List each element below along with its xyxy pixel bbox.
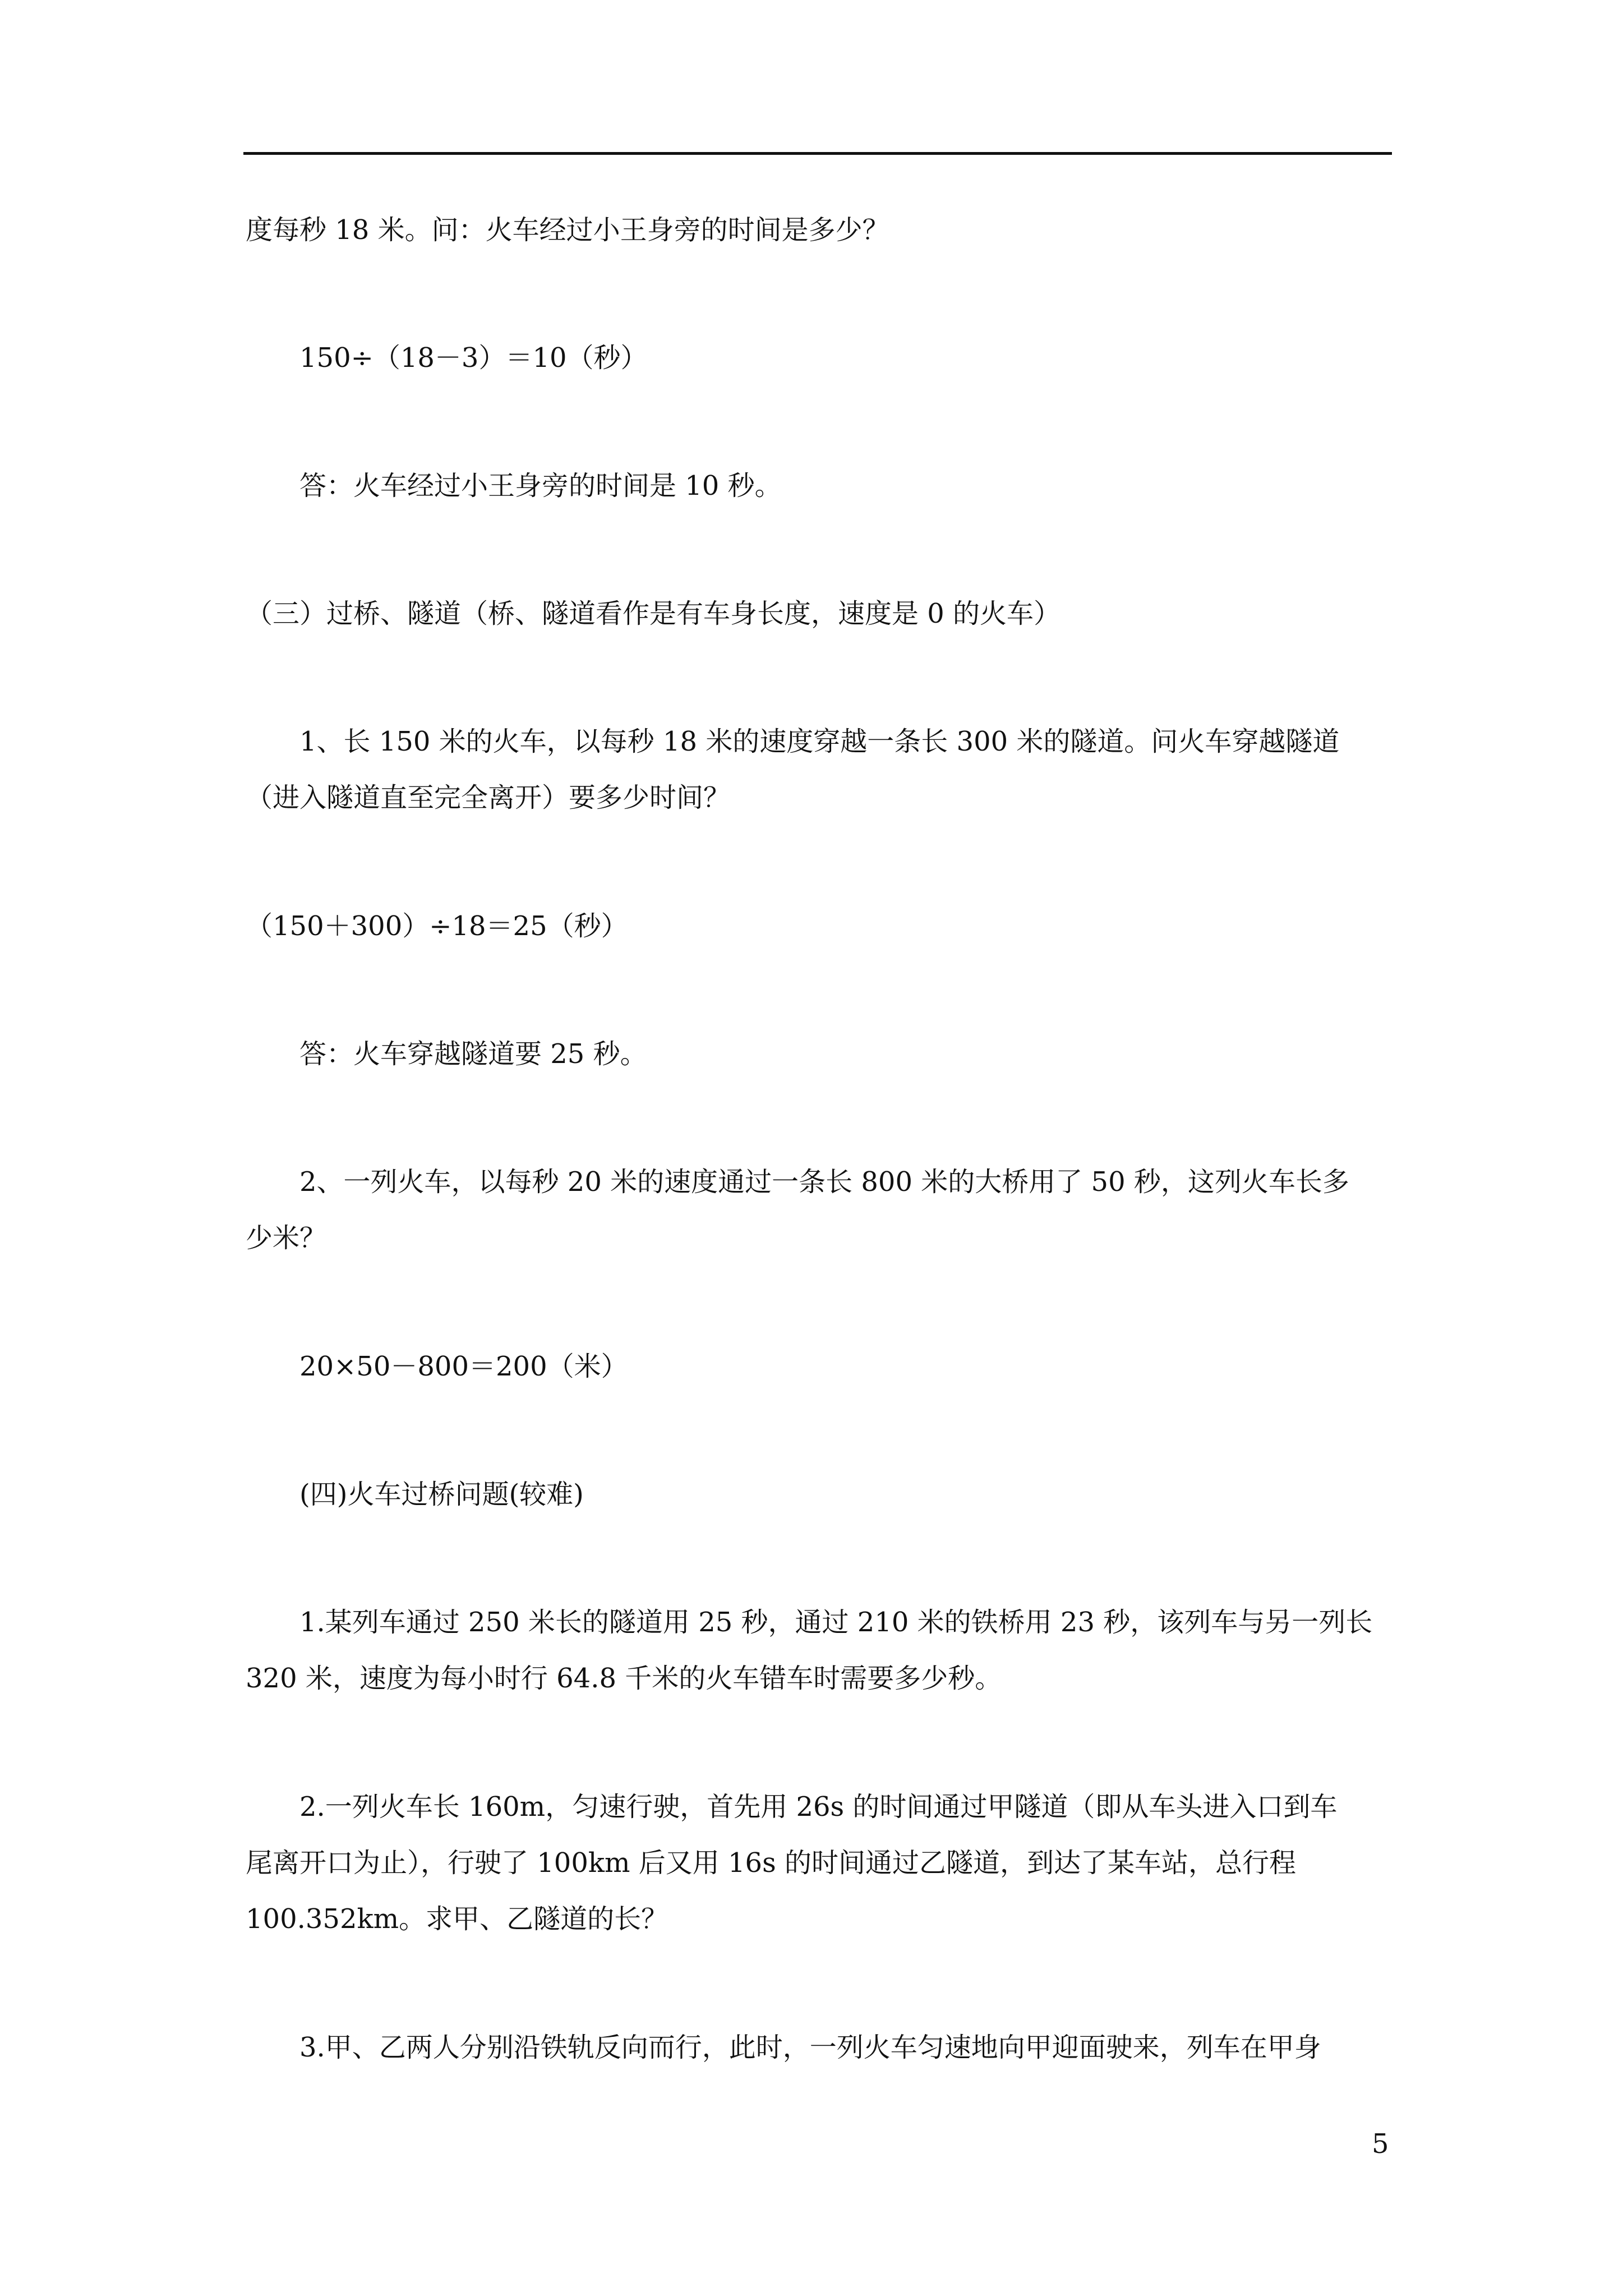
section-heading: （三）过桥、隧道（桥、隧道看作是有车身长度，速度是 0 的火车）	[246, 598, 1061, 629]
problem-line: 3.甲、乙两人分别沿铁轨反向而行，此时，一列火车匀速地向甲迎面驶来，列车在甲身	[299, 2032, 1321, 2063]
answer-line: 答：火车穿越隧道要 25 秒。	[299, 1038, 647, 1070]
problem-line: 尾离开口为止），行驶了 100km 后又用 16s 的时间通过乙隧道，到达了某车站，总行程	[246, 1847, 1296, 1879]
page-number: 5	[1372, 2128, 1389, 2160]
equation-line: 20×50－800＝200（米）	[299, 1351, 628, 1382]
problem-line: 2、一列火车，以每秒 20 米的速度通过一条长 800 米的大桥用了 50 秒，这列火车长多	[299, 1166, 1349, 1198]
problem-line: 少米？	[246, 1222, 327, 1254]
problem-line: 320 米，速度为每小时行 64.8 千米的火车错车时需要多少秒。	[246, 1663, 1002, 1694]
problem-line: 2.一列火车长 160m，匀速行驶，首先用 26s 的时间通过甲隧道（即从车头进入口到车	[299, 1791, 1338, 1823]
answer-line: 答：火车经过小王身旁的时间是 10 秒。	[299, 470, 782, 501]
text-line: 度每秒 18 米。问：火车经过小王身旁的时间是多少？	[246, 214, 889, 246]
equation-line: 150÷（18－3）＝10（秒）	[299, 342, 648, 374]
header-rule	[243, 152, 1392, 155]
problem-line: 100.352km。求甲、乙隧道的长？	[246, 1903, 668, 1935]
problem-line: 1、长 150 米的火车，以每秒 18 米的速度穿越一条长 300 米的隧道。问火车穿越隧道	[299, 726, 1340, 757]
section-heading: (四)火车过桥问题(较难)	[299, 1479, 584, 1510]
equation-line: （150＋300）÷18＝25（秒）	[246, 910, 628, 942]
problem-line: 1.某列车通过 250 米长的隧道用 25 秒，通过 210 米的铁桥用 23 秒，该列车与另一列长	[299, 1607, 1373, 1638]
problem-line: （进入隧道直至完全离开）要多少时间？	[246, 782, 731, 813]
